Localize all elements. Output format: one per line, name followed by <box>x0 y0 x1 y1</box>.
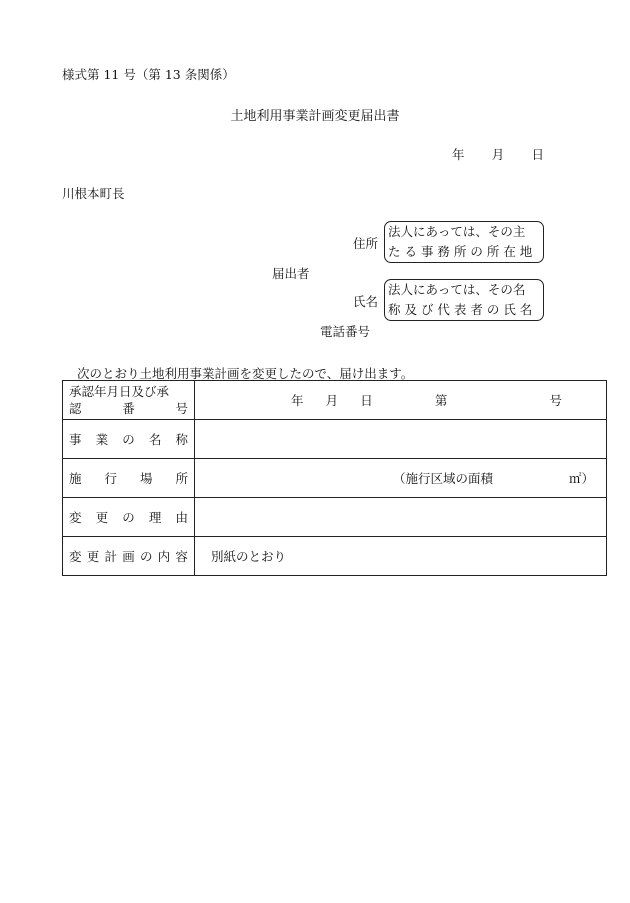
name-note-line: 法人にあっては、その名 <box>388 282 526 297</box>
filer-label: 届出者 <box>272 266 310 281</box>
approval-label-char: 号 <box>175 401 188 416</box>
site-area-prefix: （施行区域の面積 <box>393 471 494 486</box>
label-char: 変 <box>69 510 82 525</box>
label-char: 所 <box>175 471 188 486</box>
label-char: の <box>122 432 135 447</box>
site-area-suffix: ㎡） <box>568 471 594 486</box>
intro-text: 次のとおり土地利用事業計画を変更したので、届け出ます。 <box>77 366 414 381</box>
form-number: 様式第 11 号（第 13 条関係） <box>62 67 235 82</box>
business-name-label-cell <box>63 420 195 459</box>
label-char: 称 <box>175 432 188 447</box>
site-value-cell[interactable] <box>195 459 607 498</box>
approval-dai: 第 <box>434 393 448 408</box>
label-char: 事 <box>69 432 82 447</box>
reason-label-cell <box>63 498 195 537</box>
label-char: の <box>139 549 153 564</box>
label-char: 変 <box>69 549 82 564</box>
content-value: 別紙のとおり <box>211 549 287 564</box>
date-year: 年 <box>452 147 465 162</box>
approval-label-cell <box>63 381 195 420</box>
label-char: 由 <box>175 510 188 525</box>
table-row <box>63 381 607 420</box>
document-title: 土地利用事業計画変更届出書 <box>230 109 400 124</box>
label-char: 施 <box>69 471 82 486</box>
table-row <box>63 498 607 537</box>
reason-value-cell[interactable] <box>195 498 607 537</box>
name-note <box>384 279 544 321</box>
address-note-line: 法人にあっては、その主 <box>388 224 526 239</box>
label-char: 更 <box>95 510 109 525</box>
table-row <box>63 537 607 576</box>
label-char: 計 <box>104 549 117 564</box>
label-char: 容 <box>175 549 188 564</box>
approval-year: 年 <box>291 393 304 408</box>
site-label-cell <box>63 459 195 498</box>
date-month: 月 <box>491 147 505 162</box>
date-line <box>452 145 544 163</box>
label-char: 内 <box>157 549 171 564</box>
approval-day: 日 <box>360 393 373 408</box>
business-name-value-cell[interactable] <box>195 420 607 459</box>
address-note-line: た る 事 務 所 の 所 在 地 <box>388 244 533 259</box>
content-label-cell <box>63 537 195 576</box>
approval-go: 号 <box>549 393 562 408</box>
approval-label-char: 認 <box>69 401 82 416</box>
approval-label-line1: 承認年月日及び承 <box>69 384 170 399</box>
date-day: 日 <box>531 147 544 162</box>
address-label: 住所 <box>352 236 378 251</box>
content-value-cell[interactable] <box>195 537 607 576</box>
name-label: 氏名 <box>352 294 378 309</box>
approval-label-line2 <box>69 400 188 417</box>
address-note <box>384 221 544 263</box>
addressee: 川根本町長 <box>62 186 125 201</box>
label-char: 場 <box>139 471 153 486</box>
label-char: 行 <box>104 471 117 486</box>
phone-label: 電話番号 <box>320 324 371 339</box>
label-char: の <box>122 510 135 525</box>
approval-value-cell[interactable] <box>195 381 607 420</box>
label-char: 更 <box>86 549 100 564</box>
label-char: 業 <box>95 432 109 447</box>
change-form-table <box>62 380 607 576</box>
name-note-line: 称 及 び 代 表 者 の 氏 名 <box>388 302 533 317</box>
table-row <box>63 420 607 459</box>
label-char: 画 <box>122 549 135 564</box>
approval-label-char: 番 <box>122 401 135 416</box>
approval-month: 月 <box>325 393 339 408</box>
label-char: 理 <box>148 510 162 525</box>
table-row <box>63 459 607 498</box>
label-char: 名 <box>148 432 162 447</box>
